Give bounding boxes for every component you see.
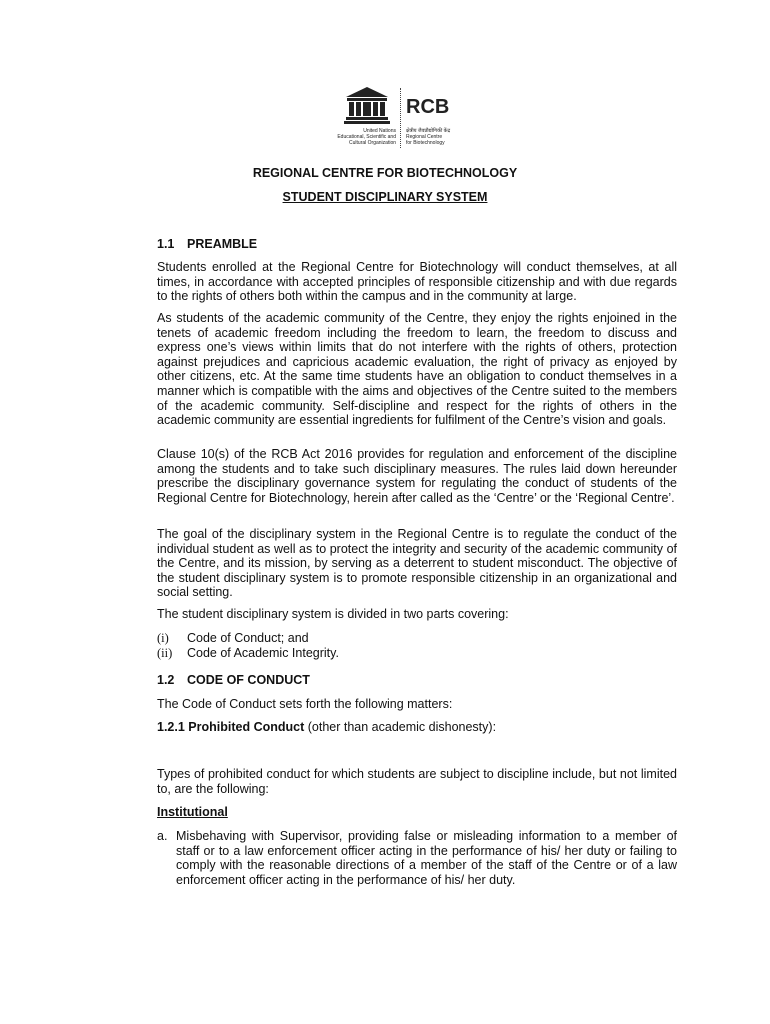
- rcb-caption-line: क्षेत्रीय जैवप्रौद्योगिकी केंद्र: [406, 128, 451, 134]
- section-title: PREAMBLE: [187, 237, 258, 251]
- rcb-mark: RCB: [406, 96, 450, 118]
- list-marker: (ii): [157, 646, 173, 660]
- unesco-temple-icon: [344, 86, 390, 124]
- document-subtitle: STUDENT DISCIPLINARY SYSTEM: [282, 190, 488, 204]
- logo-divider: [400, 88, 401, 148]
- list-marker: (i): [157, 631, 169, 645]
- subsection-heading: [157, 720, 496, 734]
- list-text: Code of Academic Integrity.: [187, 646, 339, 660]
- subsection-title: Prohibited Conduct: [188, 720, 305, 734]
- paragraph-rcb-act: Clause 10(s) of the RCB Act 2016 provides for regulation and enforcement of the discipline among the students and to take such disciplinary measures. The rules laid down hereunder prescribe the disciplinary governance system for regulating the conduct of students of the Regional Centre for Biotechnology, herein after called as the ‘Centre’ or the ‘Regional Centre’.: [157, 447, 677, 505]
- unesco-caption-line: Educational, Scientific and: [337, 134, 396, 140]
- list-item: [157, 631, 309, 646]
- list-item: [157, 646, 339, 661]
- list-text: Code of Conduct; and: [187, 631, 309, 645]
- unesco-logo: [320, 86, 396, 148]
- item-text: Misbehaving with Supervisor, providing false or misleading information to a member of staff or to a law enforcement officer acting in the performance of his/ her duty or failing to comply with the reasonable directions of a member of the staff of the Centre or of a law enforcement officer acting in the performance of his/ her duty.: [176, 829, 677, 887]
- section-number: 1.2: [157, 673, 175, 687]
- paragraph-code-matters: The Code of Conduct sets forth the following matters:: [157, 697, 453, 711]
- rcb-caption-line: Regional Centre: [406, 134, 443, 140]
- unesco-caption-line: Cultural Organization: [349, 140, 396, 146]
- section-code-heading: [157, 673, 310, 687]
- header-logos: [320, 86, 460, 152]
- paragraph-parts: The student disciplinary system is divided in two parts covering:: [157, 607, 509, 621]
- unesco-caption-line: United Nations: [363, 128, 396, 134]
- paragraph-goal: The goal of the disciplinary system in the Regional Centre is to regulate the conduct of the individual student as well as to protect the integrity and security of the academic community of the Centre, and its mission, by serving as a deterrent to student misconduct. The objective of the student disciplinary system is to promote responsible citizenship in an organizational and social setting.: [157, 527, 677, 600]
- section-title: CODE OF CONDUCT: [187, 673, 310, 687]
- paragraph-intro: Students enrolled at the Regional Centre for Biotechnology will conduct themselves, at all times, in accordance with accepted principles of responsible citizenship and with due regards to the rights of others both within the campus and in the community at large.: [157, 260, 677, 304]
- document-title: REGIONAL CENTRE FOR BIOTECHNOLOGY: [252, 166, 518, 180]
- subsection-note: (other than academic dishonesty):: [307, 720, 497, 734]
- subsection-number: 1.2.1: [157, 720, 185, 734]
- rcb-caption-line: for Biotechnology: [406, 140, 445, 146]
- item-letter: a.: [157, 829, 168, 843]
- rcb-caption: [406, 128, 450, 146]
- rcb-logo: [406, 86, 466, 148]
- paragraph-academic-freedom: As students of the academic community of the Centre, they enjoy the rights enjoined in the tenets of academic freedom including the freedom to learn, the freedom to discuss and express one’s views within limits that do not interfere with the rights of others, protection against prejudices and capricious academic evaluation, the right of privacy as enjoyed by other citizens, etc. At the same time students have an obligation to conduct themselves in a manner which is compatible with the aims and objectives of the Centre suited to the members of the academic community. Self-discipline and respect for the rights of others in the academic community are essential ingredients for fulfilment of the Centre’s vision and goals.: [157, 311, 677, 428]
- institutional-heading: Institutional: [157, 805, 228, 819]
- section-number: 1.1: [157, 237, 175, 251]
- unesco-caption: [320, 128, 396, 146]
- paragraph-types: Types of prohibited conduct for which students are subject to discipline include, but not limited to, are the following:: [157, 767, 677, 796]
- section-preamble-heading: [157, 237, 257, 251]
- list-item-a: [157, 829, 677, 887]
